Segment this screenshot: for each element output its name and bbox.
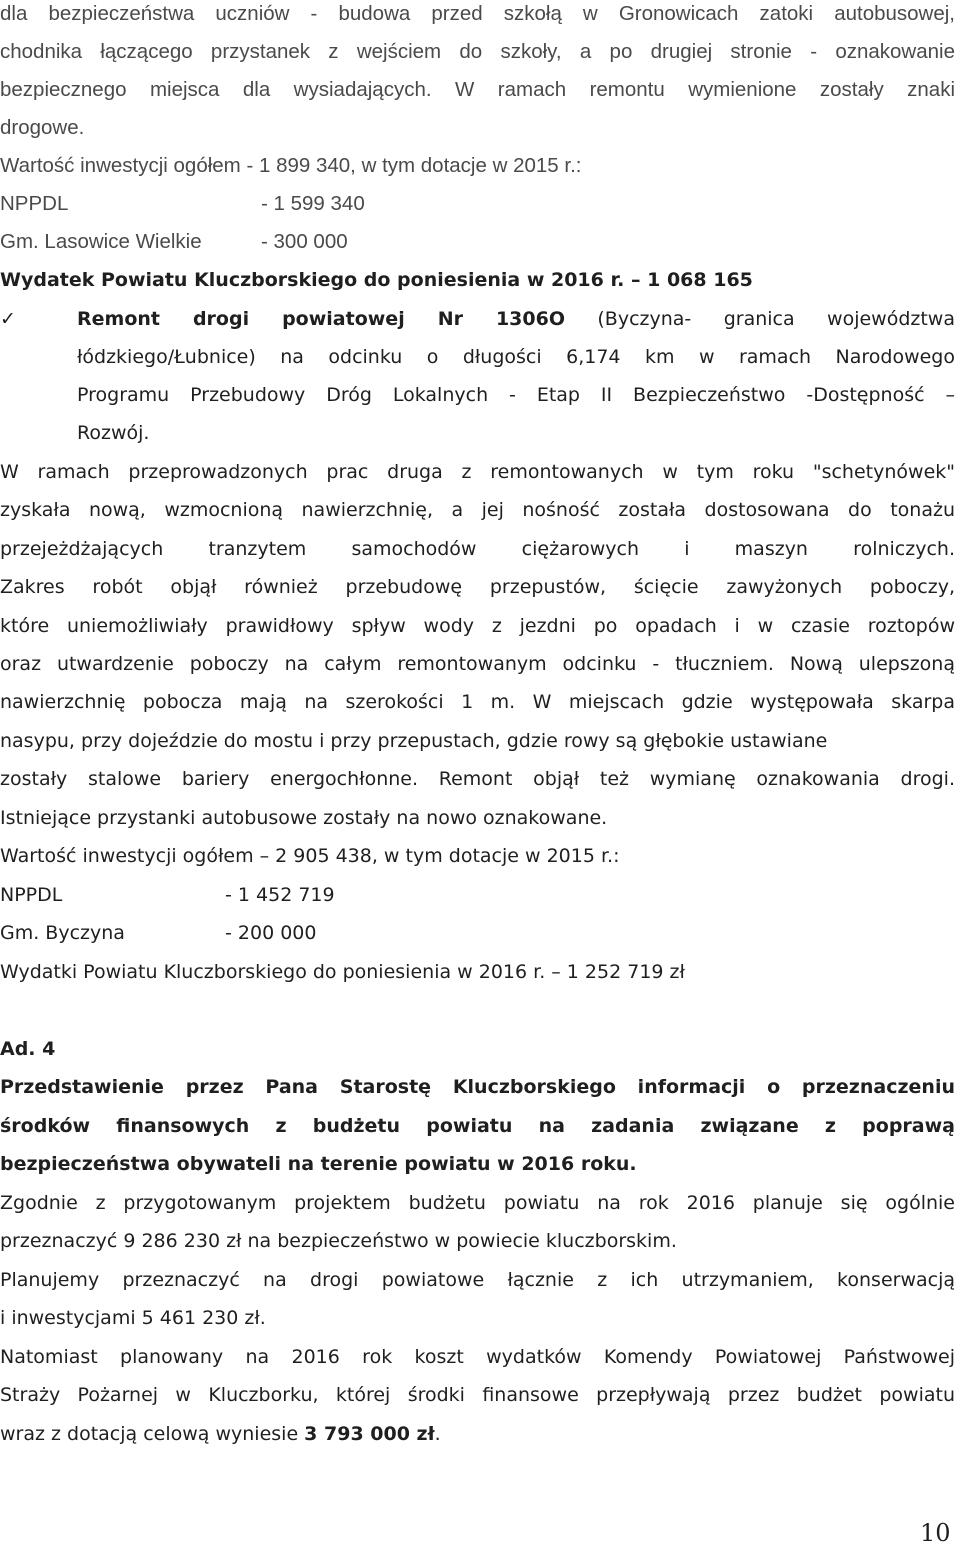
- funding-label: NPPDL: [0, 192, 69, 215]
- text-line: zostały stalowe bariery energochłonne. Remont objął też wymianę oznakowania drogi.: [0, 768, 955, 790]
- text-line: drogowe.: [0, 116, 85, 139]
- item-line: Rozwój.: [77, 422, 150, 444]
- item-line: łódzkiego/Łubnice) na odcinku o długości 6,174 km w ramach Narodowego: [77, 346, 955, 368]
- text-segment: wraz z dotacją celową wyniesie: [0, 1423, 305, 1445]
- text-line: które uniemożliwiały prawidłowy spływ wody z jezdni po opadach i w czasie roztopów: [0, 615, 955, 637]
- text-line: Zgodnie z przygotowanym projektem budżetu powiatu na rok 2016 planuje się ogólnie: [0, 1192, 955, 1214]
- section-title-line: bezpieczeństwa obywateli na terenie powiatu w 2016 roku.: [0, 1153, 637, 1175]
- section-title-line: Przedstawienie przez Pana Starostę Kluczborskiego informacji o przeznaczeniu: [0, 1076, 955, 1098]
- text-line: nasypu, przy dojeździe do mostu i przy przepustach, gdzie rowy są głębokie ustawiane: [0, 730, 828, 752]
- funding-value: - 1 452 719: [225, 884, 335, 906]
- text-segment: .: [434, 1423, 441, 1445]
- text-line: Natomiast planowany na 2016 rok koszt wydatków Komendy Powiatowej Państwowej: [0, 1346, 955, 1368]
- text-line: oraz utwardzenie poboczy na całym remontowanym odcinku - tłuczniem. Nową ulepszoną: [0, 653, 955, 675]
- funding-label: NPPDL: [0, 884, 63, 906]
- text-line: i inwestycjami 5 461 230 zł.: [0, 1307, 266, 1329]
- funding-value: - 300 000: [261, 230, 348, 253]
- text-line: Straży Pożarnej w Kluczborku, której środki finansowe przepływają przez budżet powiatu: [0, 1384, 955, 1406]
- text-line: dla bezpieczeństwa uczniów - budowa przed szkołą w Gronowicach zatoki autobusowej,: [0, 2, 955, 25]
- expense-line: Wydatki Powiatu Kluczborskiego do poniesienia w 2016 r. – 1 252 719 zł: [0, 961, 685, 983]
- funding-value: - 1 599 340: [261, 192, 365, 215]
- funding-label: Gm. Lasowice Wielkie: [0, 230, 202, 253]
- text-line: nawierzchnię pobocza mają na szerokości 1 m. W miejscach gdzie występowała skarpa: [0, 691, 955, 713]
- text-line: przeznaczyć 9 286 230 zł na bezpieczeństwo w powiecie kluczborskim.: [0, 1230, 677, 1252]
- text-line: chodnika łączącego przystanek z wejściem do szkoły, a po drugiej stronie - oznakowanie: [0, 40, 955, 63]
- item-line: [77, 307, 955, 331]
- text-line: bezpiecznego miejsca dla wysiadających. W ramach remontu wymienione zostały znaki: [0, 78, 955, 101]
- section-title-line: środków finansowych z budżetu powiatu na zadania związane z poprawą: [0, 1115, 955, 1137]
- expense-line: [0, 268, 955, 292]
- item-text: (Byczyna- granica województwa: [564, 308, 955, 330]
- checkmark-icon: ✓: [0, 308, 16, 330]
- funding-label: Gm. Byczyna: [0, 922, 125, 944]
- text-line: przejeżdżających tranzytem samochodów ciężarowych i maszyn rolniczych.: [0, 538, 955, 560]
- item-title: Remont drogi powiatowej Nr 1306O: [77, 308, 565, 330]
- text-line: [0, 1422, 955, 1446]
- text-line: W ramach przeprowadzonych prac druga z remontowanych w tym roku "schetynówek": [0, 461, 955, 483]
- section-heading: Ad. 4: [0, 1038, 56, 1060]
- text-line: Wartość inwestycji ogółem - 1 899 340, w tym dotacje w 2015 r.:: [0, 154, 582, 177]
- funding-value: - 200 000: [225, 922, 317, 944]
- text-line: Planujemy przeznaczyć na drogi powiatowe łącznie z ich utrzymaniem, konserwacją: [0, 1269, 955, 1291]
- text-line: Istniejące przystanki autobusowe zostały na nowo oznakowane.: [0, 807, 608, 829]
- text-line: Wartość inwestycji ogółem – 2 905 438, w tym dotacje w 2015 r.:: [0, 845, 620, 867]
- expense-label: Wydatek Powiatu Kluczborskiego do poniesienia w 2016 r.: [0, 269, 625, 291]
- page-number: 10: [920, 1519, 951, 1547]
- item-line: Programu Przebudowy Dróg Lokalnych - Etap II Bezpieczeństwo -Dostępność –: [77, 384, 955, 406]
- amount-bold: 3 793 000 zł: [304, 1423, 435, 1445]
- text-line: Zakres robót objął również przebudowę przepustów, ścięcie zawyżonych poboczy,: [0, 576, 955, 598]
- text-line: zyskała nową, wzmocnioną nawierzchnię, a jej nośność została dostosowana do tonażu: [0, 499, 955, 521]
- expense-value: – 1 068 165: [631, 269, 753, 291]
